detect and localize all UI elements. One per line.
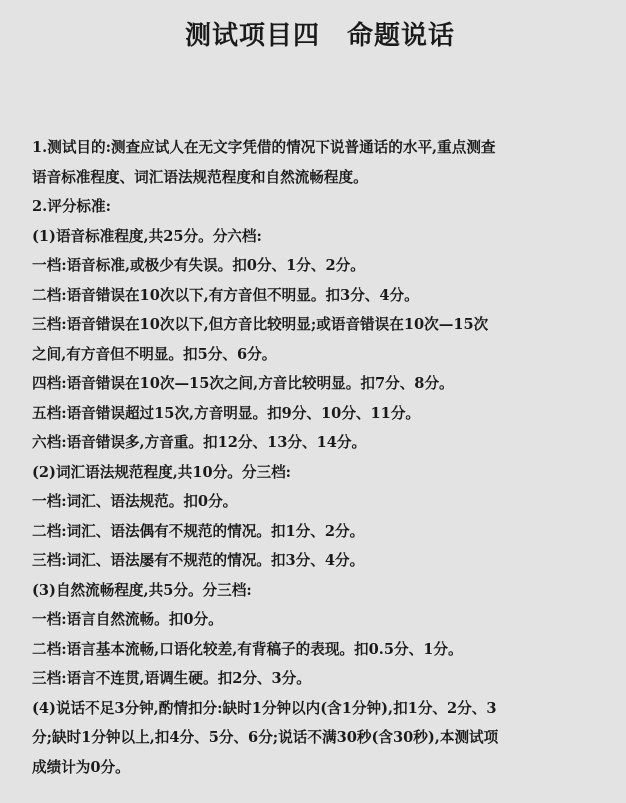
paragraph-line: 二档:语言基本流畅,口语化较差,有背稿子的表现。扣0.5分、1分。 — [32, 640, 463, 658]
paragraph-line: 五档:语音错误超过15次,方音明显。扣9分、10分、11分。 — [32, 404, 421, 422]
paragraph-line: 1.测试目的:测查应试人在无文字凭借的情况下说普通话的水平,重点测查 — [32, 139, 496, 156]
document-body — [32, 133, 608, 782]
paragraph-line: 三档:词汇、语法屡有不规范的情况。扣3分、4分。 — [32, 552, 365, 569]
paragraph-line: 分;缺时1分钟以上,扣4分、5分、6分;说话不满30秒(含30秒),本测试项 — [32, 729, 499, 746]
paragraph-line: (1)语音标准程度,共25分。分六档: — [32, 227, 262, 245]
paragraph-line: 一档:词汇、语法规范。扣0分。 — [32, 493, 238, 510]
page-title: 测试项目四 命题说话 — [184, 21, 455, 51]
paragraph-line: 三档:语言不连贯,语调生硬。扣2分、3分。 — [32, 670, 311, 687]
paragraph-line: 之间,有方音但不明显。扣5分、6分。 — [32, 345, 277, 363]
paragraph-line: 三档:语音错误在10次以下,但方音比较明显;或语音错误在10次—15次 — [32, 316, 489, 333]
paragraph-line: (3)自然流畅程度,共5分。分三档: — [32, 581, 252, 599]
paragraph-line: 二档:语音错误在10次以下,有方音但不明显。扣3分、4分。 — [32, 286, 419, 304]
paragraph-line: 成绩计为0分。 — [32, 758, 130, 776]
paragraph-line: (2)词汇语法规范程度,共10分。分三档: — [32, 463, 292, 481]
paragraph-line: 六档:语音错误多,方音重。扣12分、13分、14分。 — [32, 434, 367, 451]
paragraph-line: (4)说话不足3分钟,酌情扣分:缺时1分钟以内(含1分钟),扣1分、2分、3 — [32, 699, 497, 717]
paragraph-line: 一档:语言自然流畅。扣0分。 — [32, 611, 223, 628]
paragraph-line: 2.评分标准: — [32, 198, 111, 215]
paragraph-line: 四档:语音错误在10次—15次之间,方音比较明显。扣7分、8分。 — [32, 375, 454, 392]
paragraph-line: 二档:词汇、语法偶有不规范的情况。扣1分、2分。 — [32, 522, 365, 540]
paragraph-line: 语音标准程度、词汇语法规范程度和自然流畅程度。 — [32, 168, 368, 186]
paragraph-line: 一档:语音标准,或极少有失误。扣0分、1分、2分。 — [32, 257, 365, 274]
